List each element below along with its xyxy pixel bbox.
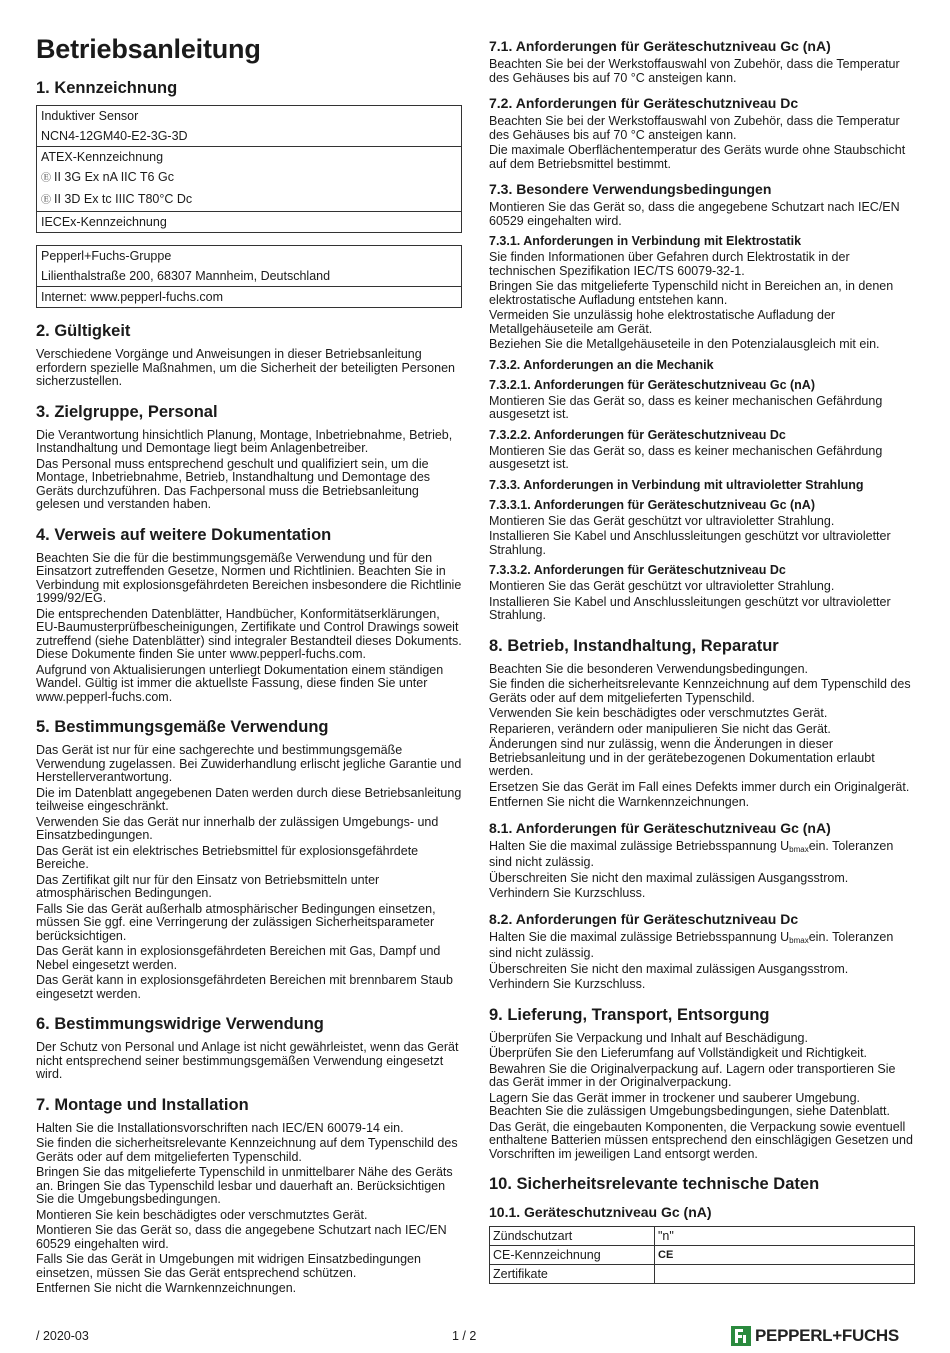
company-address: Lilienthalstraße 200, 68307 Mannheim, Deutschland bbox=[41, 269, 331, 283]
section-7-2-heading: 7.2. Anforderungen für Geräteschutzniveau Dc bbox=[489, 95, 799, 111]
paragraph: Beachten Sie die besonderen Verwendungsbedingungen. bbox=[489, 661, 809, 676]
atex-marking-gas: Ⓔ II 3G Ex nA IIC T6 Gc bbox=[37, 167, 461, 189]
paragraph: Verhindern Sie Kurzschluss. bbox=[489, 977, 646, 991]
pepperl-fuchs-logo-icon bbox=[731, 1326, 751, 1346]
section-2-heading: 2. Gültigkeit bbox=[36, 322, 131, 340]
section-7-3-3-1-heading: 7.3.3.1. Anforderungen für Geräteschutzniveau Gc (nA) bbox=[489, 497, 815, 512]
paragraph: Das Gerät ist ein elektrisches Betriebsmittel für explosionsgefährdete Bereiche. bbox=[36, 843, 419, 871]
paragraph: Das Gerät, die eingebauten Komponenten, die Verpackung sowie eventuell enthaltene Batterien müssen entsprechend den einschlägigen Gesetzen und Vorschriften im jeweiligen Land entsorgt werden. bbox=[489, 1119, 913, 1161]
paragraph: Überprüfen Sie Verpackung und Inhalt auf Beschädigung. bbox=[489, 1030, 808, 1045]
section-10-heading: 10. Sicherheitsrelevante technische Daten bbox=[489, 1175, 820, 1193]
paragraph: Installieren Sie Kabel und Anschlussleitungen geschützt vor ultravioletter Strahlung. bbox=[489, 594, 891, 622]
paragraph: Installieren Sie Kabel und Anschlussleitungen geschützt vor ultravioletter Strahlung. bbox=[489, 529, 891, 557]
paragraph: Sie finden die sicherheitsrelevante Kennzeichnung auf dem Typenschild des Geräts oder auf dem mitgelieferten Typenschild. bbox=[36, 1136, 458, 1164]
atex-marking-dust: Ⓔ II 3D Ex tc IIIC T80°C Dc bbox=[37, 189, 461, 211]
paragraph: Das Gerät kann in explosionsgefährdeten Bereichen mit brennbarem Staub eingesetzt werden. bbox=[36, 973, 453, 1001]
paragraph: Beachten Sie die für die bestimmungsgemäße Verwendung und für den Einsatzort zutreffenden Gesetze, Normen und Richtlinien. Beachten Sie in Verbindung mit explosionsgefährdeten Bereichen insbesondere die Richtlinie 1999/92/EG. bbox=[36, 550, 462, 605]
paragraph: Montieren Sie kein beschädigtes oder verschmutztes Gerät. bbox=[36, 1207, 368, 1222]
paragraph: Montieren Sie das Gerät so, dass es keiner mechanischen Gefährdung ausgesetzt ist. bbox=[489, 393, 883, 421]
section-7-3-heading: 7.3. Besondere Verwendungsbedingungen bbox=[489, 181, 772, 197]
paragraph: Die Verantwortung hinsichtlich Planung, Montage, Inbetriebnahme, Betrieb, Instandhaltung und Demontage liegt beim Anlagenbetreiber. bbox=[36, 427, 453, 455]
paragraph: Das Zertifikat gilt nur für den Einsatz von Betriebsmitteln unter atmosphärischen Bedingungen. bbox=[36, 872, 380, 900]
paragraph: Halten Sie die Installationsvorschriften nach IEC/EN 60079-14 ein. bbox=[36, 1120, 404, 1135]
company-internet: Internet: www.pepperl-fuchs.com bbox=[41, 290, 224, 304]
section-6-heading: 6. Bestimmungswidrige Verwendung bbox=[36, 1015, 324, 1033]
right-column bbox=[489, 30, 915, 1284]
paragraph: Montieren Sie das Gerät geschützt vor ultravioletter Strahlung. bbox=[489, 579, 835, 593]
paragraph: Reparieren, verändern oder manipulieren Sie nicht das Gerät. bbox=[489, 721, 831, 736]
table-cell-key: CE-Kennzeichnung bbox=[490, 1246, 655, 1265]
section-3-heading: 3. Zielgruppe, Personal bbox=[36, 402, 218, 421]
section-8-2-heading: 8.2. Anforderungen für Geräteschutzniveau Dc bbox=[489, 910, 799, 927]
section-9-heading: 9. Lieferung, Transport, Entsorgung bbox=[489, 1005, 770, 1024]
identification-box bbox=[36, 105, 462, 233]
table-cell-key: Zündschutzart bbox=[490, 1227, 655, 1246]
table-row bbox=[490, 1246, 915, 1265]
paragraph: Änderungen sind nur zulässig, wenn die Änderungen in dieser Betriebsanleitung und in der gerätebezogenen Dokumentation erlaubt werden. bbox=[489, 737, 875, 778]
paragraph: Die im Datenblatt angegebenen Daten werden durch diese Betriebsanleitung teilweise eingeschränkt. bbox=[36, 785, 462, 813]
paragraph: Falls Sie das Gerät in Umgebungen mit widrigen Einsatzbedingungen einsetzen, müssen Sie das Gerät entsprechend schützen. bbox=[36, 1252, 421, 1280]
paragraph: Die maximale Oberflächentemperatur des Geräts wurde ohne Staubschicht auf dem Betriebsmittel bestimmt. bbox=[489, 143, 906, 171]
iecex-label: IECEx-Kennzeichnung bbox=[41, 215, 167, 229]
manufacturer-box bbox=[36, 245, 462, 308]
paragraph: Verschiedene Vorgänge und Anweisungen in dieser Betriebsanleitung erfordern spezielle Maßnahmen, um die Sicherheit der beteiligten Personen sicherzustellen. bbox=[36, 347, 455, 388]
paragraph: Vermeiden Sie unzulässig hohe elektrostatische Aufladung der Metallgehäuseteile am Gerät. bbox=[489, 308, 836, 336]
paragraph: Sie finden Informationen über Gefahren durch Elektrostatik in der technischen Spezifikation IEC/TS 60079-32-1. bbox=[489, 250, 850, 278]
paragraph: Entfernen Sie nicht die Warnkennzeichnungen. bbox=[36, 1281, 297, 1295]
paragraph: Bringen Sie das mitgelieferte Typenschild nicht in Bereichen an, in denen elektrostatische Aufladung entstehen kann. bbox=[489, 279, 894, 307]
ce-mark: CE bbox=[655, 1246, 915, 1265]
paragraph: Das Personal muss entsprechend geschult und qualifiziert sein, um die Montage, Inbetriebnahme, Betrieb, Instandhaltung und Demontage des Geräts durchzuführen. Das Fachpersonal muss die Betriebsanleitung gelesen und verstanden haben. bbox=[36, 456, 431, 511]
company-name: Pepperl+Fuchs-Gruppe bbox=[41, 249, 172, 263]
paragraph: Montieren Sie das Gerät geschützt vor ultravioletter Strahlung. bbox=[489, 513, 835, 528]
paragraph: Montieren Sie das Gerät so, dass die angegebene Schutzart nach IEC/EN 60529 eingehalten wird. bbox=[36, 1223, 447, 1251]
section-4-heading: 4. Verweis auf weitere Dokumentation bbox=[36, 525, 332, 544]
table-cell-key: Zertifikate bbox=[490, 1265, 655, 1284]
section-1-heading: 1. Kennzeichnung bbox=[36, 79, 178, 97]
section-10-1-heading: 10.1. Geräteschutzniveau Gc (nA) bbox=[489, 1204, 712, 1220]
section-7-3-2-2-heading: 7.3.2.2. Anforderungen für Geräteschutzniveau Dc bbox=[489, 427, 786, 442]
paragraph: Das Gerät kann in explosionsgefährdeten Bereichen mit Gas, Dampf und Nebel eingesetzt werden. bbox=[36, 944, 441, 972]
paragraph: Verwenden Sie kein beschädigtes oder verschmutztes Gerät. bbox=[489, 706, 828, 720]
section-7-3-3-heading: 7.3.3. Anforderungen in Verbindung mit ultravioletter Strahlung bbox=[489, 477, 864, 492]
section-8-heading: 8. Betrieb, Instandhaltung, Reparatur bbox=[489, 636, 779, 655]
paragraph: Verhindern Sie Kurzschluss. bbox=[489, 886, 646, 900]
product-label: Induktiver Sensor bbox=[41, 109, 139, 123]
paragraph: Die entsprechenden Datenblätter, Handbücher, Konformitätserklärungen, EU-Baumusterprüfbescheinigungen, Zertifikate und Control Drawings soweit zutreffend (siehe Datenblätter) sind integraler Bestandteil dieses Dokuments. Diese Dokumente finden Sie unter www.pepperl-fuchs.com. bbox=[36, 606, 462, 661]
logo-text: PEPPERL+FUCHS bbox=[755, 1326, 899, 1345]
paragraph: Ersetzen Sie das Gerät im Fall eines Defekts immer durch ein Originalgerät. bbox=[489, 779, 910, 794]
paragraph: Aufgrund von Aktualisierungen unterliegt Dokumentation einem ständigen Wandel. Gültig ist immer die aktuellste Fassung, diese finden Sie unter www.pepperl-fuchs.com. bbox=[36, 662, 444, 704]
section-7-3-2-1-heading: 7.3.2.1. Anforderungen für Geräteschutzniveau Gc (nA) bbox=[489, 377, 815, 392]
paragraph: Beziehen Sie die Metallgehäuseteile in den Potenzialausgleich mit ein. bbox=[489, 337, 880, 351]
paragraph: Montieren Sie das Gerät so, dass die angegebene Schutzart nach IEC/EN 60529 eingehalten wird. bbox=[489, 200, 900, 228]
paragraph: Das Gerät ist nur für eine sachgerechte und bestimmungsgemäße Verwendung zugelassen. Bei Zuwiderhandlung erlischt jegliche Garantie und Herstellerverantwortung. bbox=[36, 743, 462, 784]
paragraph: Überprüfen Sie den Lieferumfang auf Vollständigkeit und Richtigkeit. bbox=[489, 1046, 868, 1060]
section-7-1-heading: 7.1. Anforderungen für Geräteschutzniveau Gc (nA) bbox=[489, 38, 831, 54]
table-row bbox=[490, 1265, 915, 1284]
paragraph: Halten Sie die maximal zulässige Betriebsspannung $U_{bmax}ein$. Toleranzen sind nicht zulässig. bbox=[489, 929, 894, 960]
product-type: NCN4-12GM40-E2-3G-3D bbox=[41, 129, 188, 143]
section-5-heading: 5. Bestimmungsgemäße Verwendung bbox=[36, 718, 329, 736]
paragraph: Sie finden die sicherheitsrelevante Kennzeichnung auf dem Typenschild des Geräts oder auf dem mitgelieferten Typenschild. bbox=[489, 677, 911, 705]
table-row bbox=[490, 1227, 915, 1246]
footer-page-number: 1 / 2 bbox=[452, 1329, 477, 1343]
left-column bbox=[36, 30, 462, 1298]
paragraph: Verwenden Sie das Gerät nur innerhalb der zulässigen Umgebungs- und Einsatzbedingungen. bbox=[36, 814, 439, 842]
paragraph: Halten Sie die maximal zulässige Betriebsspannung $U_{bmax}ein$. Toleranzen sind nicht zulässig. bbox=[489, 838, 894, 869]
footer-date: / 2020-03 bbox=[36, 1329, 89, 1343]
paragraph: Überschreiten Sie nicht den maximal zulässigen Ausgangsstrom. bbox=[489, 870, 849, 885]
paragraph: Bringen Sie das mitgelieferte Typenschild in unmittelbarer Nähe des Geräts an. Bringen Sie das Typenschild lesbar und dauerhaft an. Berücksichtigen Sie die Umgebungsbedingungen. bbox=[36, 1165, 453, 1206]
section-7-heading: 7. Montage und Installation bbox=[36, 1095, 249, 1114]
section-7-3-2-heading: 7.3.2. Anforderungen an die Mechanik bbox=[489, 357, 714, 372]
section-7-3-3-2-heading: 7.3.3.2. Anforderungen für Geräteschutzniveau Dc bbox=[489, 563, 786, 577]
section-7-3-1-heading: 7.3.1. Anforderungen in Verbindung mit Elektrostatik bbox=[489, 234, 802, 248]
page-title: Betriebsanleitung bbox=[36, 34, 261, 64]
table-cell-value: "n" bbox=[655, 1227, 915, 1246]
paragraph: Montieren Sie das Gerät so, dass es keiner mechanischen Gefährdung ausgesetzt ist. bbox=[489, 443, 883, 471]
paragraph: Beachten Sie bei der Werkstoffauswahl von Zubehör, dass die Temperatur des Gehäuses bis auf 70 °C ansteigen kann. bbox=[489, 57, 900, 85]
paragraph: Entfernen Sie nicht die Warnkennzeichnungen. bbox=[489, 795, 750, 809]
paragraph: Lagern Sie das Gerät immer in trockener und sauberer Umgebung. Beachten Sie die zulässigen Umgebungsbedingungen, siehe Datenblatt. bbox=[489, 1090, 890, 1118]
company-logo bbox=[731, 1325, 917, 1347]
section-8-1-heading: 8.1. Anforderungen für Geräteschutzniveau Gc (nA) bbox=[489, 819, 831, 836]
paragraph: Der Schutz von Personal und Anlage ist nicht gewährleistet, wenn das Gerät nicht entsprechend seiner bestimmungsgemäßen Verwendung eingesetzt wird. bbox=[36, 1040, 459, 1081]
paragraph: Überschreiten Sie nicht den maximal zulässigen Ausgangsstrom. bbox=[489, 961, 849, 976]
table-cell-value bbox=[655, 1265, 915, 1284]
atex-label: ATEX-Kennzeichnung bbox=[41, 150, 164, 164]
paragraph: Bewahren Sie die Originalverpackung auf. Lagern oder transportieren Sie das Gerät immer in der Originalverpackung. bbox=[489, 1061, 896, 1089]
safety-data-table bbox=[489, 1226, 915, 1284]
paragraph: Falls Sie das Gerät außerhalb atmosphärischer Bedingungen einsetzen, müssen Sie ggf. eine Verringerung der zulässigen Sicherheitsparameter berücksichtigen. bbox=[36, 901, 436, 943]
paragraph: Beachten Sie bei der Werkstoffauswahl von Zubehör, dass die Temperatur des Gehäuses bis auf 70 °C ansteigen kann. bbox=[489, 114, 900, 142]
